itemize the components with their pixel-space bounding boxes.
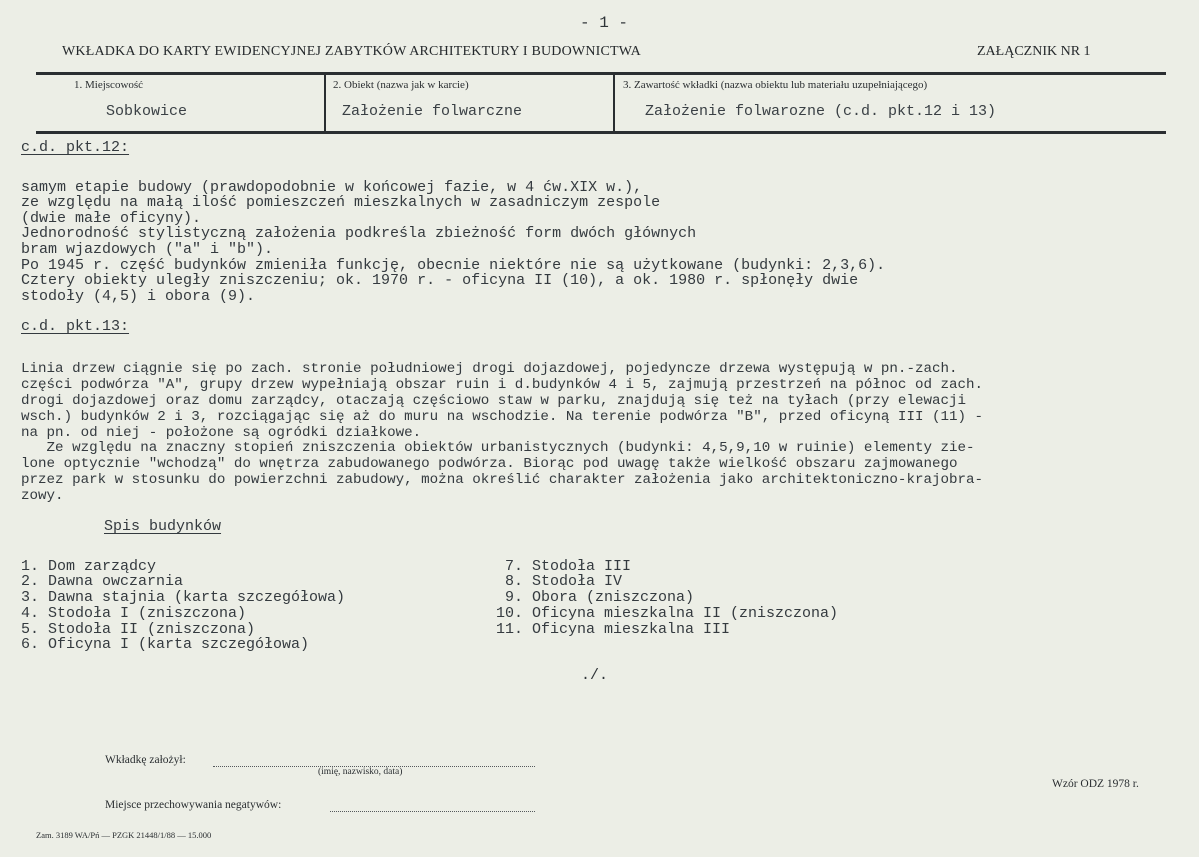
section-13-line: Ze względu na znaczny stopień zniszczenia obiektów urbanistycznych (budynki: 4,5,9,10 w ruinie) elementy zie- [21, 440, 975, 457]
end-mark: ./. [581, 667, 609, 684]
print-info: Zam. 3189 WA/Pń — PZGK 21448/1/88 — 15.000 [36, 830, 212, 840]
building-item: 2. Dawna owczarnia [21, 573, 184, 591]
section-13-line: przez park w stosunku do powierzchni zabudowy, można określić charakter założenia jako architektoniczno-krajobra- [21, 472, 984, 489]
negatives-field[interactable] [330, 811, 535, 812]
section-12-line: ze względu na małą ilość pomieszczeń mieszkalnych w zasadniczym zespole [21, 194, 661, 212]
section-12-line: samym etapie budowy (prawdopodobnie w końcowej fazie, w 4 ćw.XIX w.), [21, 178, 643, 196]
building-item: 11. Oficyna mieszkalna III [496, 620, 731, 638]
buildings-list-right [496, 543, 838, 653]
header-top-rule [36, 72, 1166, 75]
header-value-locality: Sobkowice [106, 103, 188, 120]
building-item: 3. Dawna stajnia (karta szczegółowa) [21, 589, 346, 607]
section-12-line: Jednorodność stylistyczną założenia podkreśla zbieżność form dwóch głównych [21, 225, 697, 243]
form-title: WKŁADKA DO KARTY EWIDENCYJNEJ ZABYTKÓW ARCHITEKTURY I BUDOWNICTWA [62, 44, 641, 59]
buildings-list-heading: Spis budynków [104, 518, 222, 535]
section-13-line: Linia drzew ciągnie się po zach. stronie południowej drogi dojazdowej, pojedyncze drzewa występują w pn.-zach. [21, 360, 958, 377]
section-12-line: Po 1945 r. część budynków zmieniła funkcję, obecnie niektóre nie są użytkowane (budynki: 2,3,6). [21, 256, 886, 274]
section-12-line: Cztery obiekty uległy zniszczeniu; ok. 1970 r. - oficyna II (10), a ok. 1980 r. spłonęły dwie [21, 272, 859, 290]
header-bottom-rule [36, 131, 1166, 134]
building-item: 10. Oficyna mieszkalna II (zniszczona) [496, 604, 839, 622]
form-version: Wzór ODZ 1978 r. [1052, 778, 1139, 790]
header-column-divider-1 [324, 74, 326, 132]
page-number: - 1 - [580, 14, 629, 32]
building-item: 8. Stodoła IV [496, 573, 623, 591]
section-13-line: na pn. od niej - położone są ogródki działkowe. [21, 424, 422, 441]
annex-label: ZAŁĄCZNIK NR 1 [977, 44, 1091, 59]
building-item: 6. Oficyna I (karta szczegółowa) [21, 636, 310, 654]
header-label-locality: 1. Miejscowość [74, 79, 144, 91]
inserted-by-label: Wkładkę założył: [105, 754, 186, 766]
building-item: 4. Stodoła I (zniszczona) [21, 604, 247, 622]
building-item: 7. Stodoła III [496, 557, 632, 575]
header-label-contents: 3. Zawartość wkładki (nazwa obiektu lub materiału uzupełniającego) [623, 79, 928, 91]
section-12-line: bram wjazdowych ("a" i "b"). [21, 240, 274, 258]
section-13-body [21, 346, 983, 521]
header-value-object: Założenie folwarczne [342, 103, 523, 120]
building-item: 1. Dom zarządcy [21, 557, 157, 575]
section-12-heading: c.d. pkt.12: [21, 139, 130, 156]
header-value-contents: Założenie folwarozne (c.d. pkt.12 i 13) [645, 103, 997, 120]
buildings-list-left [21, 543, 345, 669]
negatives-label: Miejsce przechowywania negatywów: [105, 799, 282, 811]
section-13-line: lone optycznie "wchodzą" do wnętrza zabudowanego podwórza. Biorąc pod uwagę także wielkość obszaru zajmowanego [21, 456, 958, 473]
header-label-object: 2. Obiekt (nazwa jak w karcie) [333, 79, 469, 91]
section-12-line: stodoły (4,5) i obora (9). [21, 287, 256, 305]
header-column-divider-2 [613, 74, 615, 132]
section-13-line: drogi dojazdowej oraz domu zarządcy, otaczają częściowo staw w parku, znajdują się też na tyłach (przy elewacji [21, 392, 967, 409]
section-13-line: zowy. [21, 488, 64, 505]
section-13-heading: c.d. pkt.13: [21, 318, 130, 335]
building-item: 9. Obora (zniszczona) [496, 589, 695, 607]
section-13-line: wsch.) budynków 2 i 3, rozciągając się aż do muru na wschodzie. Na terenie podwórza "B", przed oficyną III (11) - [21, 408, 984, 425]
section-12-body [21, 164, 885, 320]
section-12-line: (dwie małe oficyny). [21, 209, 202, 227]
section-13-line: części podwórza "A", grupy drzew wypełniają obszar ruin i d.budynków 4 i 5, zajmują przestrzeń na północ od zach. [21, 376, 984, 393]
inserted-by-hint: (imię, nazwisko, data) [318, 767, 403, 777]
building-item: 5. Stodoła II (zniszczona) [21, 620, 256, 638]
